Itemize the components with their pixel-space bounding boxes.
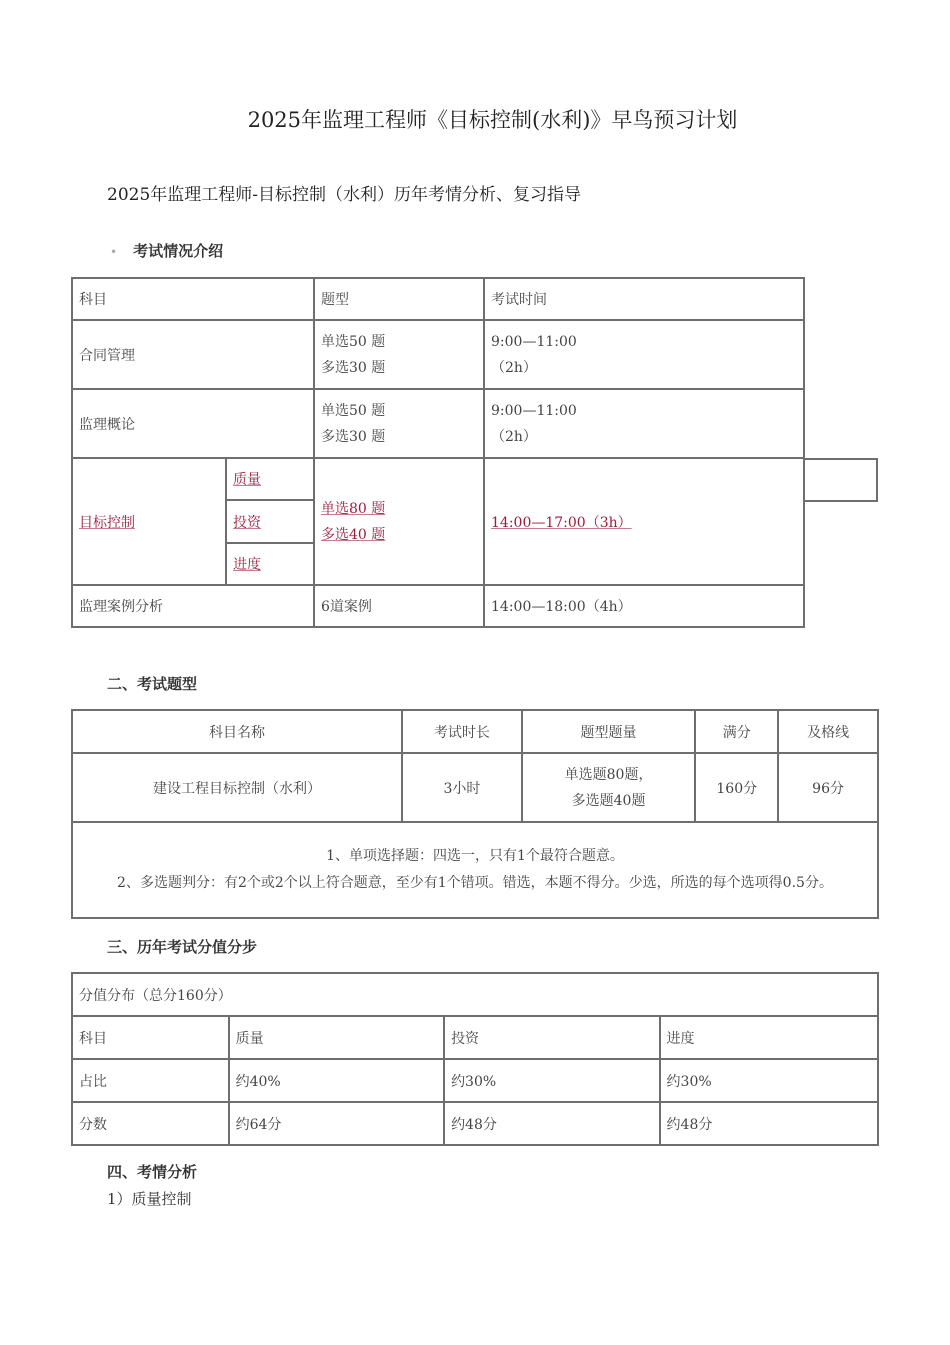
subpart-cell bbox=[226, 500, 314, 543]
header-name: 科目名称 bbox=[72, 710, 402, 753]
notes-row bbox=[72, 822, 878, 918]
target-time-cell bbox=[484, 458, 804, 585]
value-cell: 约64分 bbox=[229, 1102, 444, 1145]
header-cell: 质量 bbox=[229, 1016, 444, 1059]
quantity-line: 单选题80题， bbox=[564, 766, 653, 783]
time-line: （2h） bbox=[491, 359, 537, 376]
table-row bbox=[72, 1102, 878, 1145]
type-line: 多选30 题 bbox=[321, 359, 386, 376]
header-full-score: 满分 bbox=[695, 710, 778, 753]
header-quantity: 题型题量 bbox=[522, 710, 696, 753]
subpart-link-investment[interactable]: 投资 bbox=[233, 514, 261, 531]
full-score-cell: 160分 bbox=[695, 753, 778, 822]
score-distribution-table bbox=[71, 972, 879, 1146]
target-subject-link[interactable]: 目标控制 bbox=[79, 514, 135, 531]
note-line: 2、多选题判分：有2个或2个以上符合题意，至少有1个错项。错选，本题不得分。少选，所选的每个选项得0.5分。 bbox=[117, 875, 833, 891]
header-pass-line: 及格线 bbox=[778, 710, 878, 753]
header-time: 考试时间 bbox=[484, 278, 804, 320]
header-subject: 科目 bbox=[72, 278, 314, 320]
document-subtitle: 2025年监理工程师-目标控制（水利）历年考情分析、复习指导 bbox=[107, 185, 582, 205]
time-cell: 14:00—18:00（4h） bbox=[484, 585, 804, 627]
subpart-link-schedule[interactable]: 进度 bbox=[233, 557, 261, 573]
header-cell: 进度 bbox=[660, 1016, 878, 1059]
type-cell bbox=[314, 389, 484, 458]
time-line: 9:00—11:00 bbox=[491, 402, 577, 419]
table-row bbox=[72, 389, 804, 458]
caption-cell: 分值分布（总分160分） bbox=[72, 973, 878, 1016]
target-time-link[interactable]: 14:00—17:00（3h） bbox=[491, 514, 632, 531]
document-title: 2025年监理工程师《目标控制(水利)》早鸟预习计划 bbox=[247, 108, 738, 132]
section4-heading: 四、考情分析 bbox=[107, 1163, 198, 1181]
target-control-row bbox=[72, 458, 804, 500]
exam-format-table bbox=[71, 709, 879, 919]
exam-overview-table bbox=[71, 277, 805, 628]
duration-cell: 3小时 bbox=[402, 753, 522, 822]
type-cell bbox=[314, 320, 484, 389]
table-header-row bbox=[72, 1016, 878, 1059]
row-label: 分数 bbox=[72, 1102, 229, 1145]
header-type: 题型 bbox=[314, 278, 484, 320]
type-line: 单选50 题 bbox=[321, 333, 386, 350]
value-cell: 约48分 bbox=[444, 1102, 659, 1145]
subpart-link-quality[interactable]: 质量 bbox=[233, 472, 261, 488]
caption-row bbox=[72, 973, 878, 1016]
table-row bbox=[72, 320, 804, 389]
subject-cell: 监理案例分析 bbox=[72, 585, 314, 627]
value-cell: 约30% bbox=[660, 1059, 878, 1102]
table-row bbox=[72, 585, 804, 627]
type-line: 多选30 题 bbox=[321, 428, 386, 445]
section4-item: 1）质量控制 bbox=[107, 1190, 192, 1208]
table-row bbox=[72, 1059, 878, 1102]
subject-cell: 监理概论 bbox=[72, 389, 314, 458]
notes-cell bbox=[72, 822, 878, 918]
section1-heading: 考试情况介绍 bbox=[133, 242, 224, 260]
type-cell: 6道案例 bbox=[314, 585, 484, 627]
subject-cell: 合同管理 bbox=[72, 320, 314, 389]
section3-heading: 三、历年考试分值分步 bbox=[107, 938, 258, 956]
table-header-row bbox=[72, 710, 878, 753]
time-cell bbox=[484, 389, 804, 458]
note-line: 1、单项选择题：四选一，只有1个最符合题意。 bbox=[326, 848, 624, 864]
time-line: 9:00—11:00 bbox=[491, 333, 577, 350]
time-line: （2h） bbox=[491, 428, 537, 445]
subpart-cell bbox=[226, 458, 314, 500]
empty-extra-cell bbox=[803, 458, 878, 502]
bullet-dot-icon: • bbox=[110, 245, 118, 259]
type-line: 单选50 题 bbox=[321, 402, 386, 419]
value-cell: 约40% bbox=[229, 1059, 444, 1102]
section1-heading-line bbox=[110, 240, 223, 261]
header-cell: 科目 bbox=[72, 1016, 229, 1059]
target-type-link[interactable]: 多选40 题 bbox=[321, 526, 386, 543]
quantity-line: 多选题40题 bbox=[571, 792, 646, 809]
value-cell: 约30% bbox=[444, 1059, 659, 1102]
target-subject-cell bbox=[72, 458, 226, 585]
value-cell: 约48分 bbox=[660, 1102, 878, 1145]
section2-heading: 二、考试题型 bbox=[107, 675, 198, 693]
header-cell: 投资 bbox=[444, 1016, 659, 1059]
subpart-cell bbox=[226, 543, 314, 585]
table-header-row bbox=[72, 278, 804, 320]
table-row bbox=[72, 753, 878, 822]
row-label: 占比 bbox=[72, 1059, 229, 1102]
quantity-cell bbox=[522, 753, 696, 822]
target-type-link[interactable]: 单选80 题 bbox=[321, 500, 386, 517]
target-type-cell bbox=[314, 458, 484, 585]
pass-line-cell: 96分 bbox=[778, 753, 878, 822]
name-cell: 建设工程目标控制（水利） bbox=[72, 753, 402, 822]
time-cell bbox=[484, 320, 804, 389]
header-duration: 考试时长 bbox=[402, 710, 522, 753]
